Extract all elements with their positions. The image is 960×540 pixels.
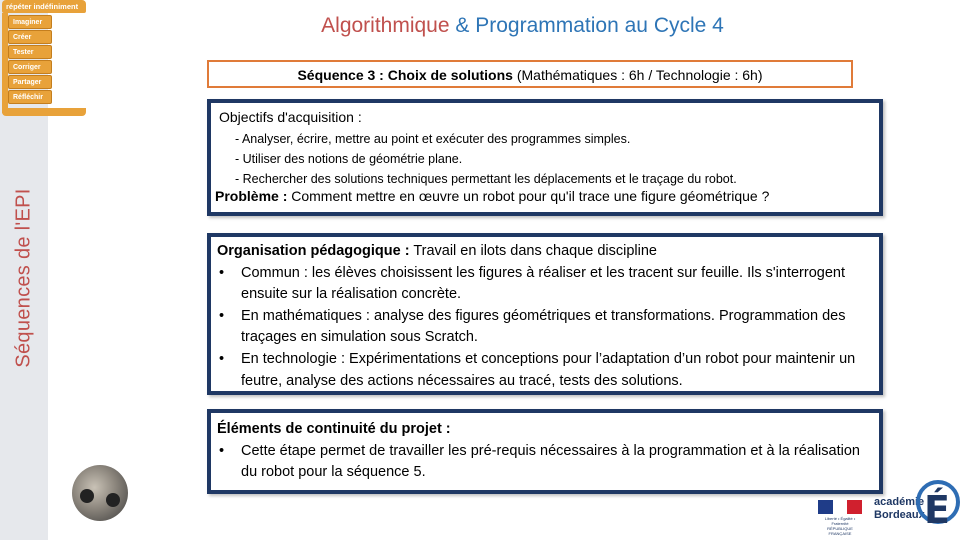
continuity-content bbox=[217, 419, 872, 484]
organisation-content bbox=[217, 241, 867, 392]
republique-francaise-logo bbox=[816, 500, 864, 536]
sidebar-vertical-label bbox=[0, 118, 48, 438]
french-flag-icon bbox=[818, 500, 862, 514]
republique-text bbox=[816, 516, 864, 536]
academie-word: académie bbox=[874, 496, 925, 508]
flag-stripe bbox=[847, 500, 862, 514]
problem-label: Problème : bbox=[215, 188, 288, 204]
scratch-block-creer: Créer bbox=[8, 30, 52, 44]
scratch-block-reflechir: Réfléchir bbox=[8, 90, 52, 104]
academie-e-letter: É bbox=[924, 488, 950, 532]
objective-item: - Utiliser des notions de géométrie plane. bbox=[235, 152, 463, 166]
robot-photo bbox=[72, 465, 128, 521]
problem-statement bbox=[215, 186, 873, 206]
republique-name: RÉPUBLIQUE FRANÇAISE bbox=[827, 526, 853, 536]
robot-wheel bbox=[106, 493, 120, 507]
scratch-block-tester: Tester bbox=[8, 45, 52, 59]
flag-stripe bbox=[818, 500, 833, 514]
scratch-block-corriger: Corriger bbox=[8, 60, 52, 74]
scratch-repeat-block: répéter indéfiniment bbox=[2, 0, 86, 13]
scratch-block-imaginer: Imaginer bbox=[8, 15, 52, 29]
sequence-label: Séquence 3 : Choix de solutions bbox=[297, 67, 513, 83]
continuity-item: • Cette étape permet de travailler les pré-requis nécessaires à la programmation et à la réalisation du robot pour la séquence 5. bbox=[217, 441, 872, 484]
objective-item: - Rechercher des solutions techniques permettant les déplacements et le traçage du robot. bbox=[235, 172, 737, 186]
organisation-title: Organisation pédagogique : bbox=[217, 243, 410, 259]
continuity-box bbox=[207, 409, 883, 494]
organisation-box bbox=[207, 233, 883, 395]
objectives-box bbox=[207, 99, 883, 216]
objectives-title: Objectifs d'acquisition : bbox=[219, 109, 362, 125]
page-title bbox=[0, 14, 960, 38]
objective-item: - Analyser, écrire, mettre au point et exécuter des programmes simples. bbox=[235, 132, 631, 146]
organisation-item: • Commun : les élèves choisissent les figures à réaliser et les tracent sur feuille. Ils s'interrogent ensuite sur la réalisation concrète. bbox=[217, 263, 867, 306]
flag-stripe bbox=[833, 500, 848, 514]
title-ampersand: & bbox=[449, 14, 476, 37]
organisation-item: • En mathématiques : analyse des figures géométriques et transformations. Programmation des traçages en simulation sous Scratch. bbox=[217, 306, 867, 349]
scratch-loop-foot bbox=[2, 108, 86, 116]
academie-bordeaux-logo bbox=[872, 488, 956, 538]
organisation-list bbox=[217, 263, 867, 393]
objectives-list bbox=[235, 129, 737, 189]
republique-motto: Liberté • Égalité • Fraternité bbox=[824, 516, 856, 526]
epi-sequences-label: Séquences de l'EPI bbox=[12, 188, 35, 368]
organisation-intro: Travail en ilots dans chaque discipline bbox=[409, 243, 657, 259]
problem-text: Comment mettre en œuvre un robot pour qu'il trace une figure géométrique ? bbox=[287, 188, 770, 204]
scratch-block-partager: Partager bbox=[8, 75, 52, 89]
title-part-1: Algorithmique bbox=[321, 14, 450, 37]
continuity-title: Éléments de continuité du projet : bbox=[217, 421, 451, 437]
sequence-detail: (Mathématiques : 6h / Technologie : 6h) bbox=[512, 67, 763, 83]
robot-wheel bbox=[80, 489, 94, 503]
academie-city: Bordeaux bbox=[874, 509, 925, 521]
sequence-header bbox=[207, 60, 853, 88]
continuity-list bbox=[217, 441, 872, 484]
organisation-item: • En technologie : Expérimentations et conceptions pour l’adaptation d’un robot pour maintenir un feutre, analyse des actions nécessaires au tracé, tests des solutions. bbox=[217, 349, 867, 392]
title-part-2: Programmation au Cycle 4 bbox=[475, 14, 724, 37]
